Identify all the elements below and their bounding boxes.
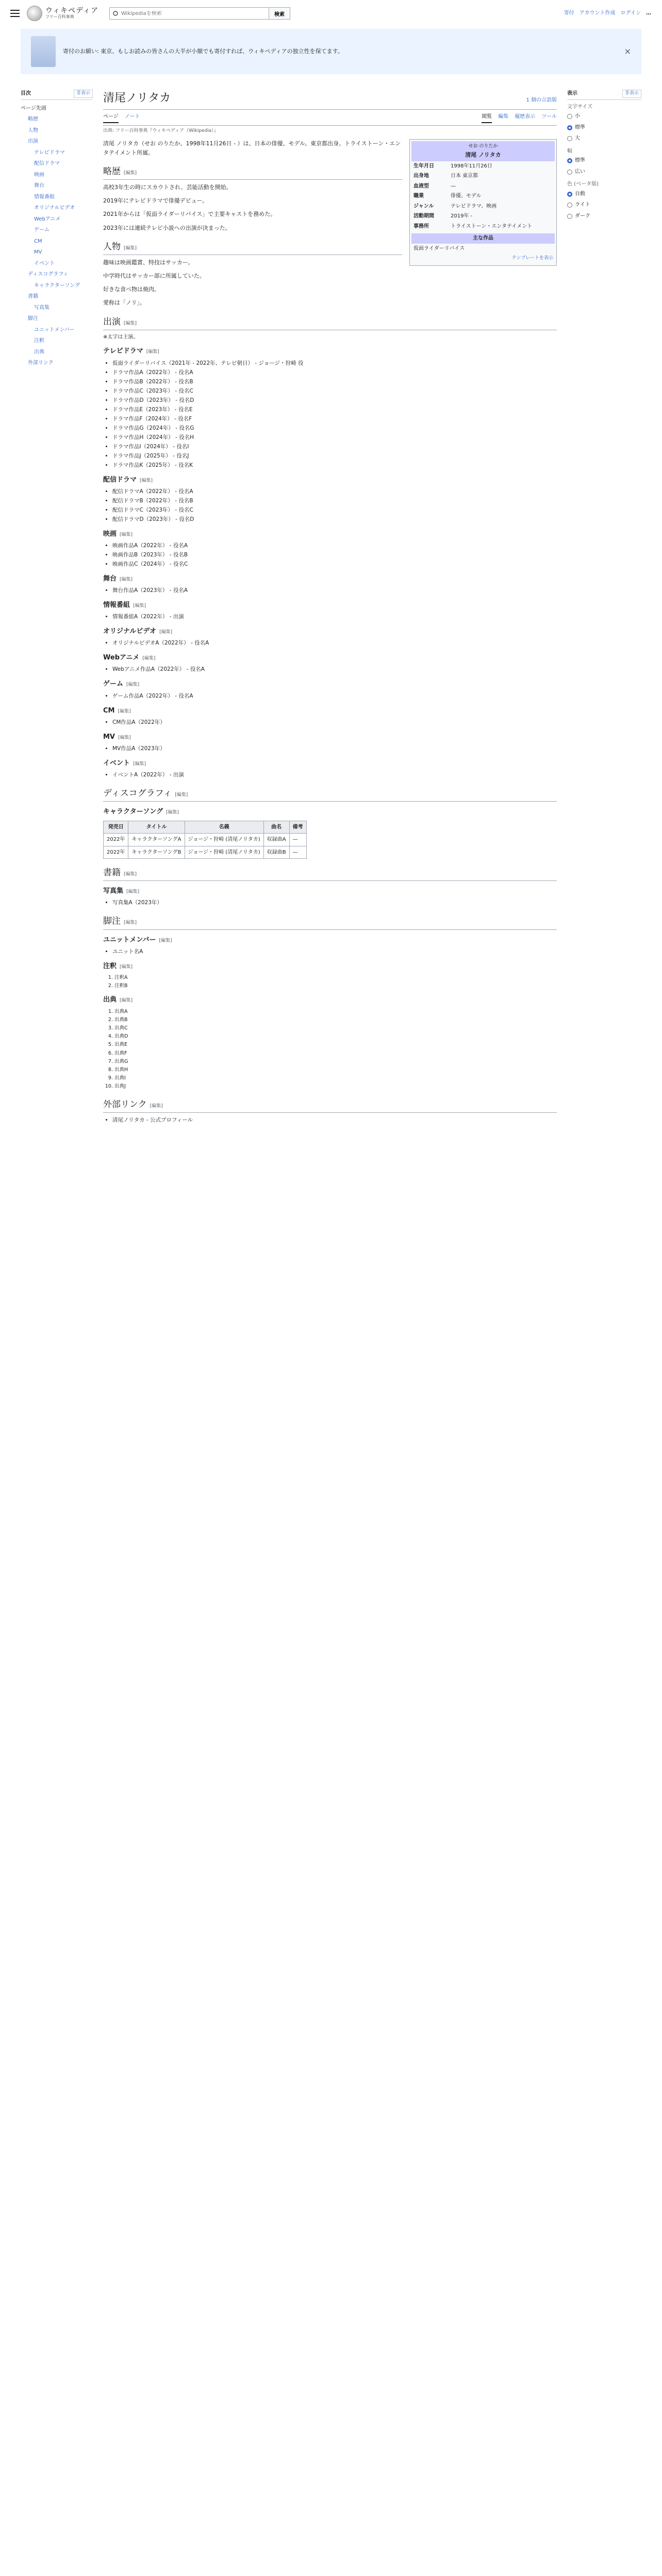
table-cell: キャラクターソングB — [128, 846, 185, 859]
banner-image — [31, 36, 56, 67]
list-item: • ドラマ作品D（2023年） - 役名D — [112, 396, 557, 405]
subsection-stage — [103, 574, 557, 584]
subsection-charsong — [103, 807, 557, 817]
list-item: • 映画作品C（2024年） - 役名C — [112, 560, 557, 569]
width-options — [567, 155, 641, 177]
edit-link[interactable]: [編集] — [118, 708, 131, 714]
section-works — [103, 315, 557, 330]
option-label: ダーク — [575, 213, 590, 219]
table-of-contents — [21, 90, 93, 369]
infobox-value: トライストーン・エンタテイメント — [451, 223, 533, 229]
reference-item: 9. 出典I — [114, 1074, 557, 1082]
tab-history[interactable]: 履歴表示 — [515, 114, 536, 120]
edit-link[interactable]: [編集] — [140, 478, 153, 483]
event-list — [112, 771, 557, 779]
reference-item: 5. 出典E — [114, 1041, 557, 1048]
subsection-title: MV — [103, 733, 115, 741]
site-logo[interactable] — [27, 6, 99, 21]
section-person — [103, 240, 402, 255]
list-item: • イベントA（2022年） - 出演 — [112, 771, 557, 779]
subsection-anime — [103, 653, 557, 663]
list-item: • ドラマ作品G（2024年） - 役名G — [112, 424, 557, 433]
annotation-list — [114, 974, 557, 990]
subsection-title: CM — [103, 706, 115, 715]
option-label: 標準 — [575, 158, 585, 164]
radio-icon — [567, 170, 572, 175]
section-title: 人物 — [103, 241, 121, 252]
subsection-title: 配信ドラマ — [103, 476, 137, 484]
color-option[interactable] — [567, 199, 641, 211]
section-title: 外部リンク — [103, 1099, 147, 1110]
toc-item[interactable]: テレビドラマ — [34, 149, 65, 156]
infobox-row — [411, 171, 555, 181]
toc-item[interactable]: 情報番組 — [34, 194, 55, 200]
film-list — [112, 541, 557, 569]
toc-item[interactable]: 外部リンク — [28, 360, 54, 366]
page-tabs — [103, 113, 557, 126]
list-item: • ドラマ作品I（2024年） - 役名I — [112, 443, 557, 451]
option-label: 広い — [575, 168, 585, 175]
reference-item: 7. 出典G — [114, 1058, 557, 1065]
paragraph: 好きな食べ物は焼肉。 — [103, 286, 160, 293]
width-label: 幅 — [567, 148, 572, 154]
subsection-title: 舞台 — [103, 574, 117, 583]
option-label: 自動 — [575, 191, 585, 197]
edit-link[interactable]: [編集] — [120, 998, 133, 1004]
subsection-title: キャラクターソング — [103, 808, 163, 816]
tab-page[interactable]: ページ — [103, 113, 119, 123]
toc-item[interactable]: イベント — [34, 260, 55, 266]
subsection-photobook — [103, 886, 557, 896]
tab-read[interactable]: 閲覧 — [482, 113, 492, 123]
edit-link[interactable]: [編集] — [118, 735, 131, 740]
paragraph: 2021年からは「仮面ライダーリバイス」で主要キャストを務めた。 — [103, 211, 276, 218]
section-title: ディスコグラフィ — [103, 788, 172, 799]
toc-header — [21, 90, 93, 100]
table-cell: 収録曲B — [263, 846, 289, 859]
table-header-cell: 曲名 — [263, 821, 289, 834]
toc-item[interactable]: MV — [34, 249, 42, 256]
option-label: 大 — [575, 135, 580, 142]
table-cell: ジョージ・狩崎 (清尾ノリタカ) — [185, 834, 263, 846]
color-label: 色 (ベータ版) — [567, 181, 599, 188]
subsection-title: 写真集 — [103, 887, 124, 895]
toc-item[interactable]: 脚注 — [28, 316, 38, 322]
external-links-list — [112, 1116, 557, 1125]
list-item: • 配信ドラマA（2022年） - 役名A — [112, 487, 557, 496]
list-item: • 情報番組A（2022年） - 出演 — [112, 613, 557, 621]
section-biography — [103, 165, 402, 180]
search-box — [109, 7, 269, 20]
table-cell: 2022年 — [104, 834, 128, 846]
option-label: 小 — [575, 113, 580, 120]
external-link[interactable]: • 清尾ノリタカ - 公式プロフィール — [112, 1116, 557, 1125]
page-title-text: 清尾ノリタカ — [103, 92, 171, 105]
edit-link[interactable]: [編集] — [146, 349, 159, 355]
radio-icon — [567, 192, 572, 197]
radio-icon — [567, 202, 572, 208]
unit-list — [112, 947, 557, 956]
wikipedia-globe-icon — [27, 6, 42, 21]
subsection-title: テレビドラマ — [103, 347, 143, 355]
subsection-source — [103, 995, 557, 1005]
toc-item[interactable]: 人物 — [28, 127, 38, 133]
reference-item: 3. 出典C — [114, 1024, 557, 1032]
list-item: • ドラマ作品A（2022年） - 役名A — [112, 368, 557, 377]
list-item: • ドラマ作品K（2025年） - 役名K — [112, 461, 557, 470]
toc-item[interactable]: 出典 — [34, 349, 44, 355]
subsection-unit — [103, 935, 557, 945]
appearance-hide-button[interactable]: 非表示 — [622, 90, 641, 98]
infobox-kana: せお のりたか — [468, 144, 498, 149]
edit-link[interactable]: [編集] — [159, 938, 172, 943]
infobox-works-header: 主な作品 — [411, 233, 555, 244]
toc-item[interactable]: CM — [34, 238, 42, 244]
toc-hide-button[interactable]: 非表示 — [74, 90, 93, 98]
table-cell: — — [289, 846, 306, 859]
infobox-name: 清尾 ノリタカ — [465, 151, 501, 158]
edit-link[interactable]: [編集] — [166, 810, 179, 816]
edit-link[interactable]: [編集] — [126, 682, 140, 688]
toc-item[interactable]: 出演 — [28, 139, 38, 145]
lead-section — [103, 139, 402, 308]
search-icon — [113, 11, 118, 16]
toc-item[interactable]: 配信ドラマ — [34, 161, 60, 167]
toc-item[interactable]: ユニットメンバー — [34, 327, 75, 333]
subsection-ov — [103, 626, 557, 637]
infobox-value: 俳優、モデル — [451, 193, 482, 199]
section-title: 脚注 — [103, 916, 121, 927]
toc-item[interactable]: オリジナルビデオ — [34, 205, 75, 211]
text-size-option[interactable] — [567, 111, 641, 122]
infobox-row — [411, 161, 555, 172]
infobox-key: 生年月日 — [413, 163, 434, 169]
charsong-table — [103, 821, 307, 859]
table-row — [104, 846, 307, 859]
edit-link[interactable]: [編集] — [126, 889, 140, 895]
infobox-template-link[interactable]: テンプレートを表示 — [511, 256, 553, 261]
reference-item: 8. 出典H — [114, 1066, 557, 1074]
subsection-title: ユニットメンバー — [103, 936, 156, 944]
infobox-value: 日本 東京都 — [451, 173, 478, 179]
person-paragraphs — [103, 258, 402, 308]
subsection-title: 出典 — [103, 996, 117, 1004]
option-label: 標準 — [575, 124, 585, 130]
list-item: • ゲーム作品A（2022年） - 役名A — [112, 692, 557, 701]
reference-item: 4. 出典D — [114, 1032, 557, 1040]
paragraph: 愛称は「ノリ」。 — [103, 299, 146, 307]
infobox-row — [411, 191, 555, 201]
close-icon[interactable]: × — [624, 46, 631, 56]
annotation-item: 1. 注釈A — [114, 974, 557, 981]
paragraph: 趣味は映画鑑賞、特技はサッカー。 — [103, 259, 194, 266]
toc-item[interactable]: 舞台 — [34, 183, 44, 189]
toc-item[interactable]: ゲーム — [34, 227, 49, 233]
edit-link[interactable]: [編集] — [133, 761, 146, 767]
width-option[interactable] — [567, 166, 641, 178]
annotation-item: 2. 注釈B — [114, 982, 557, 990]
infobox-key: 職業 — [413, 193, 424, 199]
infobox-key: 活動期間 — [413, 213, 434, 219]
section-title: 略歴 — [103, 166, 121, 177]
paragraph: 中学時代はサッカー部に所属していた。 — [103, 273, 205, 280]
table-cell: 収録曲A — [263, 834, 289, 846]
radio-icon — [567, 158, 572, 163]
search-input[interactable] — [121, 11, 266, 16]
toc-item[interactable]: ページ先頭 — [21, 105, 46, 111]
edit-link[interactable]: [編集] — [120, 964, 133, 970]
toc-item[interactable]: Webアニメ — [34, 216, 61, 222]
toc-item[interactable]: 写真集 — [34, 304, 49, 311]
subsection-title: 情報番組 — [103, 601, 130, 609]
edit-link[interactable]: [編集] — [133, 603, 146, 609]
edit-link[interactable]: [編集] — [120, 532, 133, 537]
table-cell: 2022年 — [104, 846, 128, 859]
toc-item[interactable]: 注釈 — [34, 338, 44, 344]
infobox-value: 2019年 - — [451, 213, 473, 219]
user-links — [564, 9, 652, 18]
list-item: • ドラマ作品J（2025年） - 役名J — [112, 452, 557, 461]
appearance-panel — [567, 90, 641, 222]
reference-item: 1. 出典A — [114, 1008, 557, 1015]
infobox-header — [411, 141, 555, 161]
subsection-title: オリジナルビデオ — [103, 628, 157, 636]
reference-item: 6. 出典F — [114, 1049, 557, 1057]
works-note: ※太字は主演。 — [103, 334, 139, 340]
color-option[interactable] — [567, 211, 641, 222]
edit-link[interactable]: [編集] — [124, 872, 137, 877]
list-item: • ドラマ作品C（2023年） - 役名C — [112, 387, 557, 396]
infobox-row — [411, 222, 555, 232]
infobox — [409, 139, 557, 266]
infobox-value: テレビドラマ、映画 — [451, 203, 497, 209]
list-item: • CM作品A（2022年） — [112, 718, 557, 727]
logo-title: ウィキペディア — [45, 6, 99, 15]
table-row — [104, 834, 307, 846]
subsection-game — [103, 679, 557, 689]
text-size-option[interactable] — [567, 133, 641, 144]
tv-list — [112, 359, 557, 470]
toc-item[interactable]: 映画 — [34, 172, 44, 178]
reference-item: 10. 出典J — [114, 1082, 557, 1090]
search-button[interactable]: 検索 — [269, 7, 290, 20]
edit-link[interactable]: [編集] — [124, 245, 137, 251]
list-item: • オリジナルビデオA（2022年） - 役名A — [112, 639, 557, 648]
table-header-row — [104, 821, 307, 834]
tab-talk[interactable]: ノート — [124, 114, 140, 120]
radio-icon — [567, 214, 572, 219]
list-item: • ドラマ作品H（2024年） - 役名H — [112, 433, 557, 442]
section-books — [103, 866, 557, 881]
list-item: • 舞台作品A（2023年） - 役名A — [112, 586, 557, 595]
list-item: • 映画作品B（2023年） - 役名B — [112, 551, 557, 560]
subsection-stream — [103, 475, 557, 485]
color-options — [567, 189, 641, 222]
infobox-value: — — [451, 183, 456, 189]
info-list — [112, 613, 557, 621]
toc-item[interactable]: キャラクターソング — [34, 282, 80, 289]
logo-subtitle: フリー百科事典 — [45, 14, 74, 20]
table-cell: キャラクターソングA — [128, 834, 185, 846]
paragraph: 高校3年生の時にスカウトされ、芸能活動を開始。 — [103, 184, 232, 191]
subsection-title: Webアニメ — [103, 654, 140, 662]
list-item: • 配信ドラマD（2023年） - 役名D — [112, 515, 557, 524]
table-cell: ジョージ・狩崎 (清尾ノリタカ) — [185, 846, 263, 859]
section-external-links — [103, 1098, 557, 1113]
infobox-row — [411, 211, 555, 222]
text-size-label: 文字サイズ — [567, 104, 593, 110]
subsection-event — [103, 758, 557, 769]
stream-list — [112, 487, 557, 524]
anime-list — [112, 665, 557, 674]
donation-banner — [21, 29, 641, 74]
subsection-title: ゲーム — [103, 680, 124, 688]
section-title: 書籍 — [103, 868, 121, 878]
site-header — [0, 0, 662, 27]
toc-item[interactable]: ディスコグラフィ — [28, 272, 69, 278]
radio-icon — [567, 136, 572, 141]
unit-item: • ユニット名A — [112, 947, 557, 956]
reference-item: 2. 出典B — [114, 1016, 557, 1024]
list-item: • 仮面ライダーリバイス（2021年 - 2022年、テレビ朝日） - ジョージ・狩崎 役 — [112, 359, 557, 368]
appearance-header — [567, 90, 641, 100]
paragraph: 2023年には連続テレビ小説への出演が決まった。 — [103, 224, 231, 231]
infobox-key: 血液型 — [413, 183, 429, 189]
list-item: • Webアニメ作品A（2022年） - 役名A — [112, 665, 557, 674]
reference-list — [114, 1008, 557, 1091]
edit-link[interactable]: [編集] — [120, 577, 133, 582]
edit-link[interactable]: [編集] — [159, 630, 173, 635]
edit-link[interactable]: [編集] — [124, 170, 137, 176]
text-size-option[interactable] — [567, 122, 641, 133]
toc-list — [21, 103, 93, 369]
main-content — [103, 90, 557, 1128]
appearance-title: 表示 — [567, 91, 577, 96]
table-header-cell: 名義 — [185, 821, 263, 834]
radio-icon — [567, 125, 572, 130]
section-title: 出演 — [103, 316, 121, 327]
infobox-key: 出身地 — [413, 173, 429, 179]
table-header-cell: 備考 — [289, 821, 306, 834]
edit-link[interactable]: [編集] — [124, 320, 137, 326]
list-item: • ドラマ作品F（2024年） - 役名F — [112, 415, 557, 423]
section-notes — [103, 914, 557, 929]
menu-icon[interactable] — [10, 10, 20, 17]
photobook-item: • 写真集A（2023年） — [112, 899, 557, 907]
infobox-value: 1998年11月26日 — [451, 163, 492, 169]
subsection-info — [103, 600, 557, 611]
page-title — [103, 90, 557, 110]
subsection-annot — [103, 961, 557, 972]
paragraph: 2019年にテレビドラマで俳優デビュー。 — [103, 197, 208, 205]
game-list — [112, 692, 557, 701]
table-header-cell: 発売日 — [104, 821, 128, 834]
create-account-link[interactable]: アカウント作成 — [579, 10, 616, 16]
infobox-row — [411, 181, 555, 192]
toc-title: 目次 — [21, 91, 31, 96]
mv-list — [112, 744, 557, 753]
biography-paragraphs — [103, 183, 402, 233]
option-label: ライト — [575, 202, 590, 208]
login-link[interactable]: ログイン — [620, 10, 641, 16]
edit-link[interactable]: [編集] — [175, 792, 188, 798]
list-item: • ドラマ作品B（2022年） - 役名B — [112, 378, 557, 386]
color-option[interactable] — [567, 189, 641, 200]
subsection-title: 映画 — [103, 530, 117, 538]
banner-text: 寄付のお願い: 東京、もしお読みの皆さんの大半が小額でも寄付すれば、ウィキペディアの独立性を保てます。 — [63, 47, 343, 55]
text-size-options — [567, 111, 641, 144]
toc-item[interactable]: 書籍 — [28, 294, 38, 300]
tab-edit[interactable]: 編集 — [498, 114, 509, 120]
tab-tools[interactable]: ツール — [541, 114, 557, 120]
infobox-key: ジャンル — [413, 203, 434, 209]
subsection-cm — [103, 706, 557, 716]
edit-link[interactable]: [編集] — [124, 920, 137, 926]
subsection-title: イベント — [103, 759, 130, 767]
list-item: • 配信ドラマB（2022年） - 役名B — [112, 497, 557, 505]
infobox-key: 事務所 — [413, 223, 429, 229]
width-option[interactable] — [567, 155, 641, 166]
list-item: • ドラマ作品E（2023年） - 役名E — [112, 405, 557, 414]
ov-list — [112, 639, 557, 648]
subsection-title: 注釈 — [103, 962, 117, 970]
donate-link[interactable]: 寄付 — [564, 10, 574, 16]
list-item: • 配信ドラマC（2023年） - 役名C — [112, 506, 557, 515]
subsection-tv — [103, 346, 557, 357]
toc-item[interactable]: 略歴 — [28, 116, 38, 123]
section-discography — [103, 787, 557, 802]
more-options-icon[interactable]: … — [646, 10, 652, 16]
table-cell: — — [289, 834, 306, 846]
subsection-film — [103, 529, 557, 539]
search-form — [109, 7, 290, 20]
stage-list — [112, 586, 557, 595]
table-header-cell: タイトル — [128, 821, 185, 834]
radio-icon — [567, 114, 572, 119]
edit-link[interactable]: [編集] — [150, 1103, 163, 1109]
lead-paragraph: 清尾 ノリタカ（せお のりたか、1998年11月26日 - ）は、日本の俳優、モデル。東京都出身。トライストーン・エンタテイメント所属。 — [103, 140, 401, 156]
language-button[interactable]: 1 個の言語版 — [526, 97, 557, 103]
infobox-work[interactable]: 仮面ライダーリバイス — [413, 245, 465, 251]
site-subtitle: 出典: フリー百科事典『ウィキペディア（Wikipedia）』 — [103, 128, 219, 133]
subsection-mv — [103, 732, 557, 742]
list-item: • 映画作品A（2022年） - 役名A — [112, 541, 557, 550]
list-item: • MV作品A（2023年） — [112, 744, 557, 753]
cm-list — [112, 718, 557, 727]
infobox-row — [411, 201, 555, 212]
edit-link[interactable]: [編集] — [142, 656, 156, 662]
